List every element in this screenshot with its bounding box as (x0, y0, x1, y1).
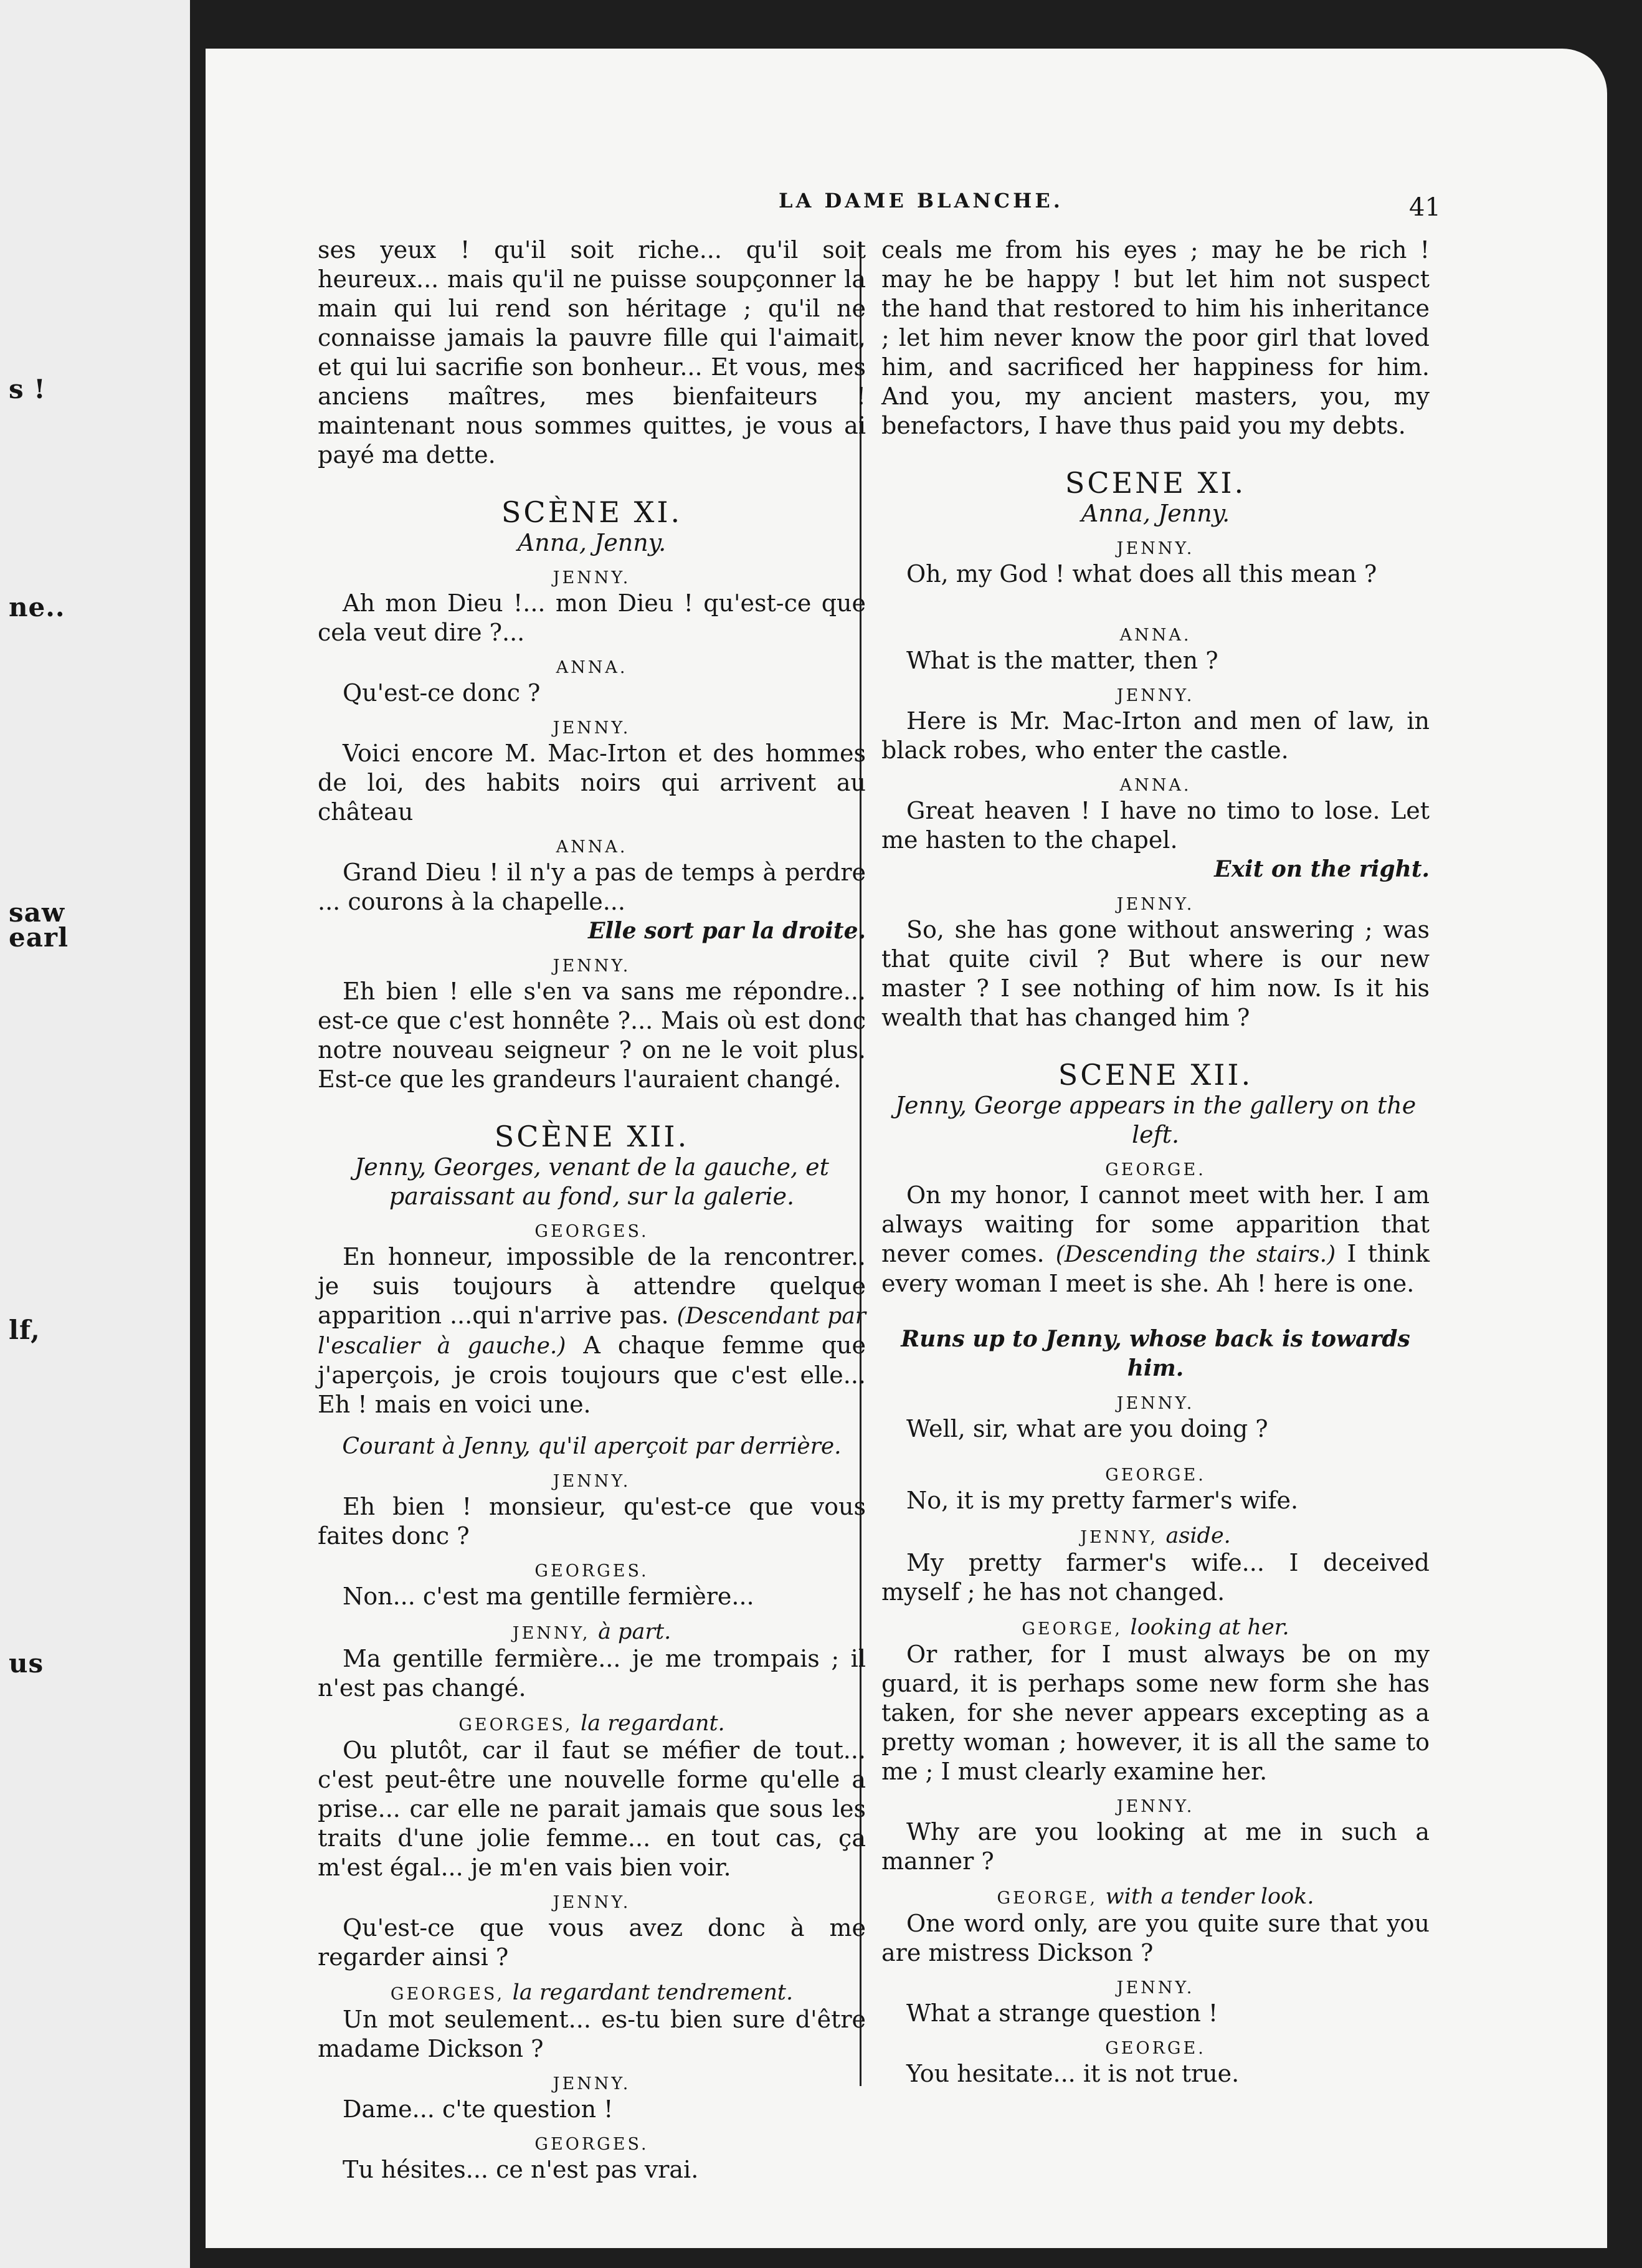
dialogue-line: Well, sir, what are you doing ? (906, 1415, 1268, 1442)
speaker-name: JENNY. (553, 1893, 631, 1912)
dialogue-line: What a strange question ! (906, 1999, 1218, 2027)
dialogue-line: Ah mon Dieu !... mon Dieu ! qu'est-ce que cela veut dire ?... (318, 589, 866, 646)
speaker-name (881, 1617, 1430, 1640)
scene-title: SCENE XI. (1065, 466, 1246, 500)
speaker-name: JENNY. (1116, 895, 1195, 914)
speaker-name: JENNY. (553, 718, 631, 738)
speaker-name: JENNY. (553, 2074, 631, 2094)
scene-title: SCÈNE XI. (501, 495, 683, 529)
speaker-name (881, 1886, 1430, 1909)
dialogue-line: Voici encore M. Mac-Irton et des hommes de loi, des habits noirs qui arrivent au château (318, 740, 866, 826)
speaker-name: JENNY. (553, 956, 631, 976)
dialogue-text: A chaque femme que j'aperçois, je crois toujours que c'est elle... Eh ! mais en voici une. (318, 1332, 866, 1418)
dialogue-line: Eh bien ! monsieur, qu'est-ce que vous faites donc ? (318, 1493, 866, 1550)
stage-direction: Runs up to Jenny, whose back is towards him. (901, 1326, 1410, 1381)
speaker-name: GEORGES. (534, 1561, 649, 1581)
dialogue-line: Here is Mr. Mac-Irton and men of law, in black robes, who enter the castle. (881, 707, 1430, 764)
running-head: LA DAME BLANCHE. (779, 189, 1063, 212)
prev-page-fragment: us (9, 1648, 44, 1679)
speaker-name: JENNY. (1116, 1394, 1195, 1413)
speaker-name: JENNY. (1116, 539, 1195, 558)
scene-title: SCENE XII. (1058, 1058, 1253, 1092)
speaker-name: GEORGE. (1105, 2039, 1206, 2058)
stage-direction: Courant à Jenny, qu'il aperçoit par derrière. (342, 1434, 842, 1459)
prev-page-fragment: lf, (9, 1315, 40, 1345)
page-number: 41 (1409, 193, 1441, 222)
prev-page-fragment: s ! (9, 374, 46, 404)
speaker-name (318, 1713, 866, 1736)
speaker-name: JENNY. (553, 1472, 631, 1491)
dialogue-text: I think every woman I meet is she. Ah ! here is one. (881, 1240, 1430, 1297)
dialogue-line: So, she has gone without answering ; was that quite civil ? But where is our new master ? I see nothing of him now. Is it his wealth that has changed him ? (881, 916, 1430, 1031)
dialogue-line (318, 1242, 866, 1419)
speaker-label: GEORGES, (390, 1984, 505, 2004)
spacer (881, 1298, 1430, 1325)
scene-persons: Anna, Jenny. (517, 529, 667, 556)
scene-title: SCÈNE XII. (494, 1120, 690, 1153)
prev-page-fragment: saw (9, 897, 65, 928)
scene-persons: Jenny, Georges, venant de la gauche, et paraissant au fond, sur la galerie. (354, 1153, 829, 1210)
speaker-name: GEORGES. (534, 2135, 649, 2154)
speaker-label: GEORGE, (997, 1889, 1098, 1908)
dialogue-line: Why are you looking at me in such a manner ? (881, 1818, 1430, 1875)
speaker-name: ANNA. (556, 837, 628, 857)
english-column (881, 236, 1430, 2089)
dialogue-line: Ma gentille fermière... je me trompais ; il n'est pas changé. (318, 1645, 866, 1702)
scene-persons: Jenny, George appears in the gallery on the left. (895, 1092, 1417, 1148)
speaker-direction: aside. (1165, 1523, 1231, 1548)
speaker-direction: with a tender look. (1105, 1884, 1314, 1909)
dialogue-line: What is the matter, then ? (906, 647, 1218, 674)
dialogue-text: En honneur, impossible de la rencontrer.. je suis toujours à attendre quelque apparition ...qui n'arrive pas. (318, 1243, 866, 1329)
speaker-name: JENNY. (553, 568, 631, 588)
opening-paragraph: ses yeux ! qu'il soit riche... qu'il soit heureux... mais qu'il ne puisse soupçonner la main qui lui rend son héritage ; qu'il ne connaisse jamais la pauvre fille qui l'aimait, et qui lui sacrifie son bonheur... Et vous, mes anciens maîtres, mes bienfaiteurs ! maintenant nous sommes quittes, je vous ai payé ma dette. (318, 236, 866, 469)
speaker-name: JENNY. (1116, 1978, 1195, 1998)
dialogue-line: Great heaven ! I have no timo to lose. Let me hasten to the chapel. (881, 797, 1430, 854)
speaker-name: GEORGES. (534, 1222, 649, 1241)
dialogue-text: On my honor, I cannot meet with her. I am always waiting for some apparition that never comes. (881, 1181, 1430, 1267)
speaker-direction: à part. (598, 1619, 672, 1644)
speaker-direction: looking at her. (1130, 1615, 1289, 1640)
dialogue-line: Ou plutôt, car il faut se méfier de tout... c'est peut-être une nouvelle forme qu'elle a prise... car elle ne parait jamais que sous les traits d'une jolie femme... en tout cas, ça m'est égal... je m'en vais bien voir. (318, 1737, 866, 1881)
stage-direction: (Descending the stairs.) (1055, 1242, 1336, 1267)
speaker-direction: la regardant. (581, 1711, 725, 1736)
speaker-name: GEORGE. (1105, 1465, 1206, 1485)
dialogue-line: Or rather, for I must always be on my guard, it is perhaps some new form she has taken, for she never appears excepting as a pretty woman ; however, it is all the same to me ; I must clearly examine her. (881, 1641, 1430, 1785)
dialogue-line: Dame... c'te question ! (343, 2095, 614, 2123)
speaker-label: JENNY, (512, 1624, 591, 1643)
speaker-name: ANNA. (1119, 626, 1192, 645)
dialogue-line: Oh, my God ! what does all this mean ? (906, 560, 1377, 588)
french-column (318, 236, 866, 2185)
prev-page-fragment: ne.. (9, 592, 65, 622)
previous-page-edge (0, 0, 190, 2268)
speaker-name (318, 1982, 866, 2005)
speaker-name (318, 1621, 866, 1644)
speaker-name (881, 1525, 1430, 1548)
dialogue-line: Qu'est-ce que vous avez donc à me regarder ainsi ? (318, 1914, 866, 1971)
speaker-name: JENNY. (1116, 1797, 1195, 1816)
scene-persons: Anna, Jenny. (1081, 500, 1230, 527)
speaker-name: ANNA. (556, 658, 628, 677)
stage-direction: Elle sort par la droite. (587, 918, 866, 944)
dialogue-line: One word only, are you quite sure that you are mistress Dickson ? (881, 1910, 1430, 1966)
dialogue-line: My pretty farmer's wife... I deceived myself ; he has not changed. (881, 1549, 1430, 1606)
spacer (881, 589, 1430, 615)
dialogue-line: Grand Dieu ! il n'y a pas de temps à perdre ... courons à la chapelle... (318, 859, 866, 915)
speaker-label: JENNY, (1080, 1528, 1158, 1547)
dialogue-line (881, 1181, 1430, 1298)
dialogue-line: Qu'est-ce donc ? (343, 679, 541, 707)
dialogue-line: No, it is my pretty farmer's wife. (906, 1487, 1299, 1514)
dialogue-line: Eh bien ! elle s'en va sans me répondre... est-ce que c'est honnête ?... Mais où est donc notre nouveau seigneur ? on ne le voit plus. Est-ce que les grandeurs l'auraient changé. (318, 978, 866, 1093)
speaker-direction: la regardant tendrement. (512, 1980, 794, 2005)
dialogue-line: Non... c'est ma gentille fermière... (343, 1583, 754, 1610)
prev-page-fragment: earl (9, 922, 69, 953)
speaker-name: GEORGE. (1105, 1160, 1206, 1179)
book-page (206, 49, 1607, 2248)
dialogue-line: Un mot seulement... es-tu bien sure d'être madame Dickson ? (318, 2006, 866, 2062)
speaker-name: JENNY. (1116, 686, 1195, 705)
opening-paragraph: ceals me from his eyes ; may he be rich ! may he be happy ! but let him not suspect the hand that restored to him his inheritance ; let him never know the poor girl that loved him, and sacrificed her happiness for him. And you, my ancient masters, you, my benefactors, I have thus paid you my debts. (881, 236, 1430, 439)
speaker-label: GEORGE, (1022, 1619, 1122, 1639)
speaker-label: GEORGES, (458, 1715, 573, 1735)
dialogue-line: Tu hésites... ce n'est pas vrai. (343, 2156, 699, 2183)
dialogue-line: You hesitate... it is not true. (906, 2060, 1240, 2087)
stage-direction: (Descendant par l'escalier à gauche.) (318, 1303, 866, 1359)
speaker-name: ANNA. (1119, 776, 1192, 795)
stage-direction: Exit on the right. (1214, 856, 1430, 882)
